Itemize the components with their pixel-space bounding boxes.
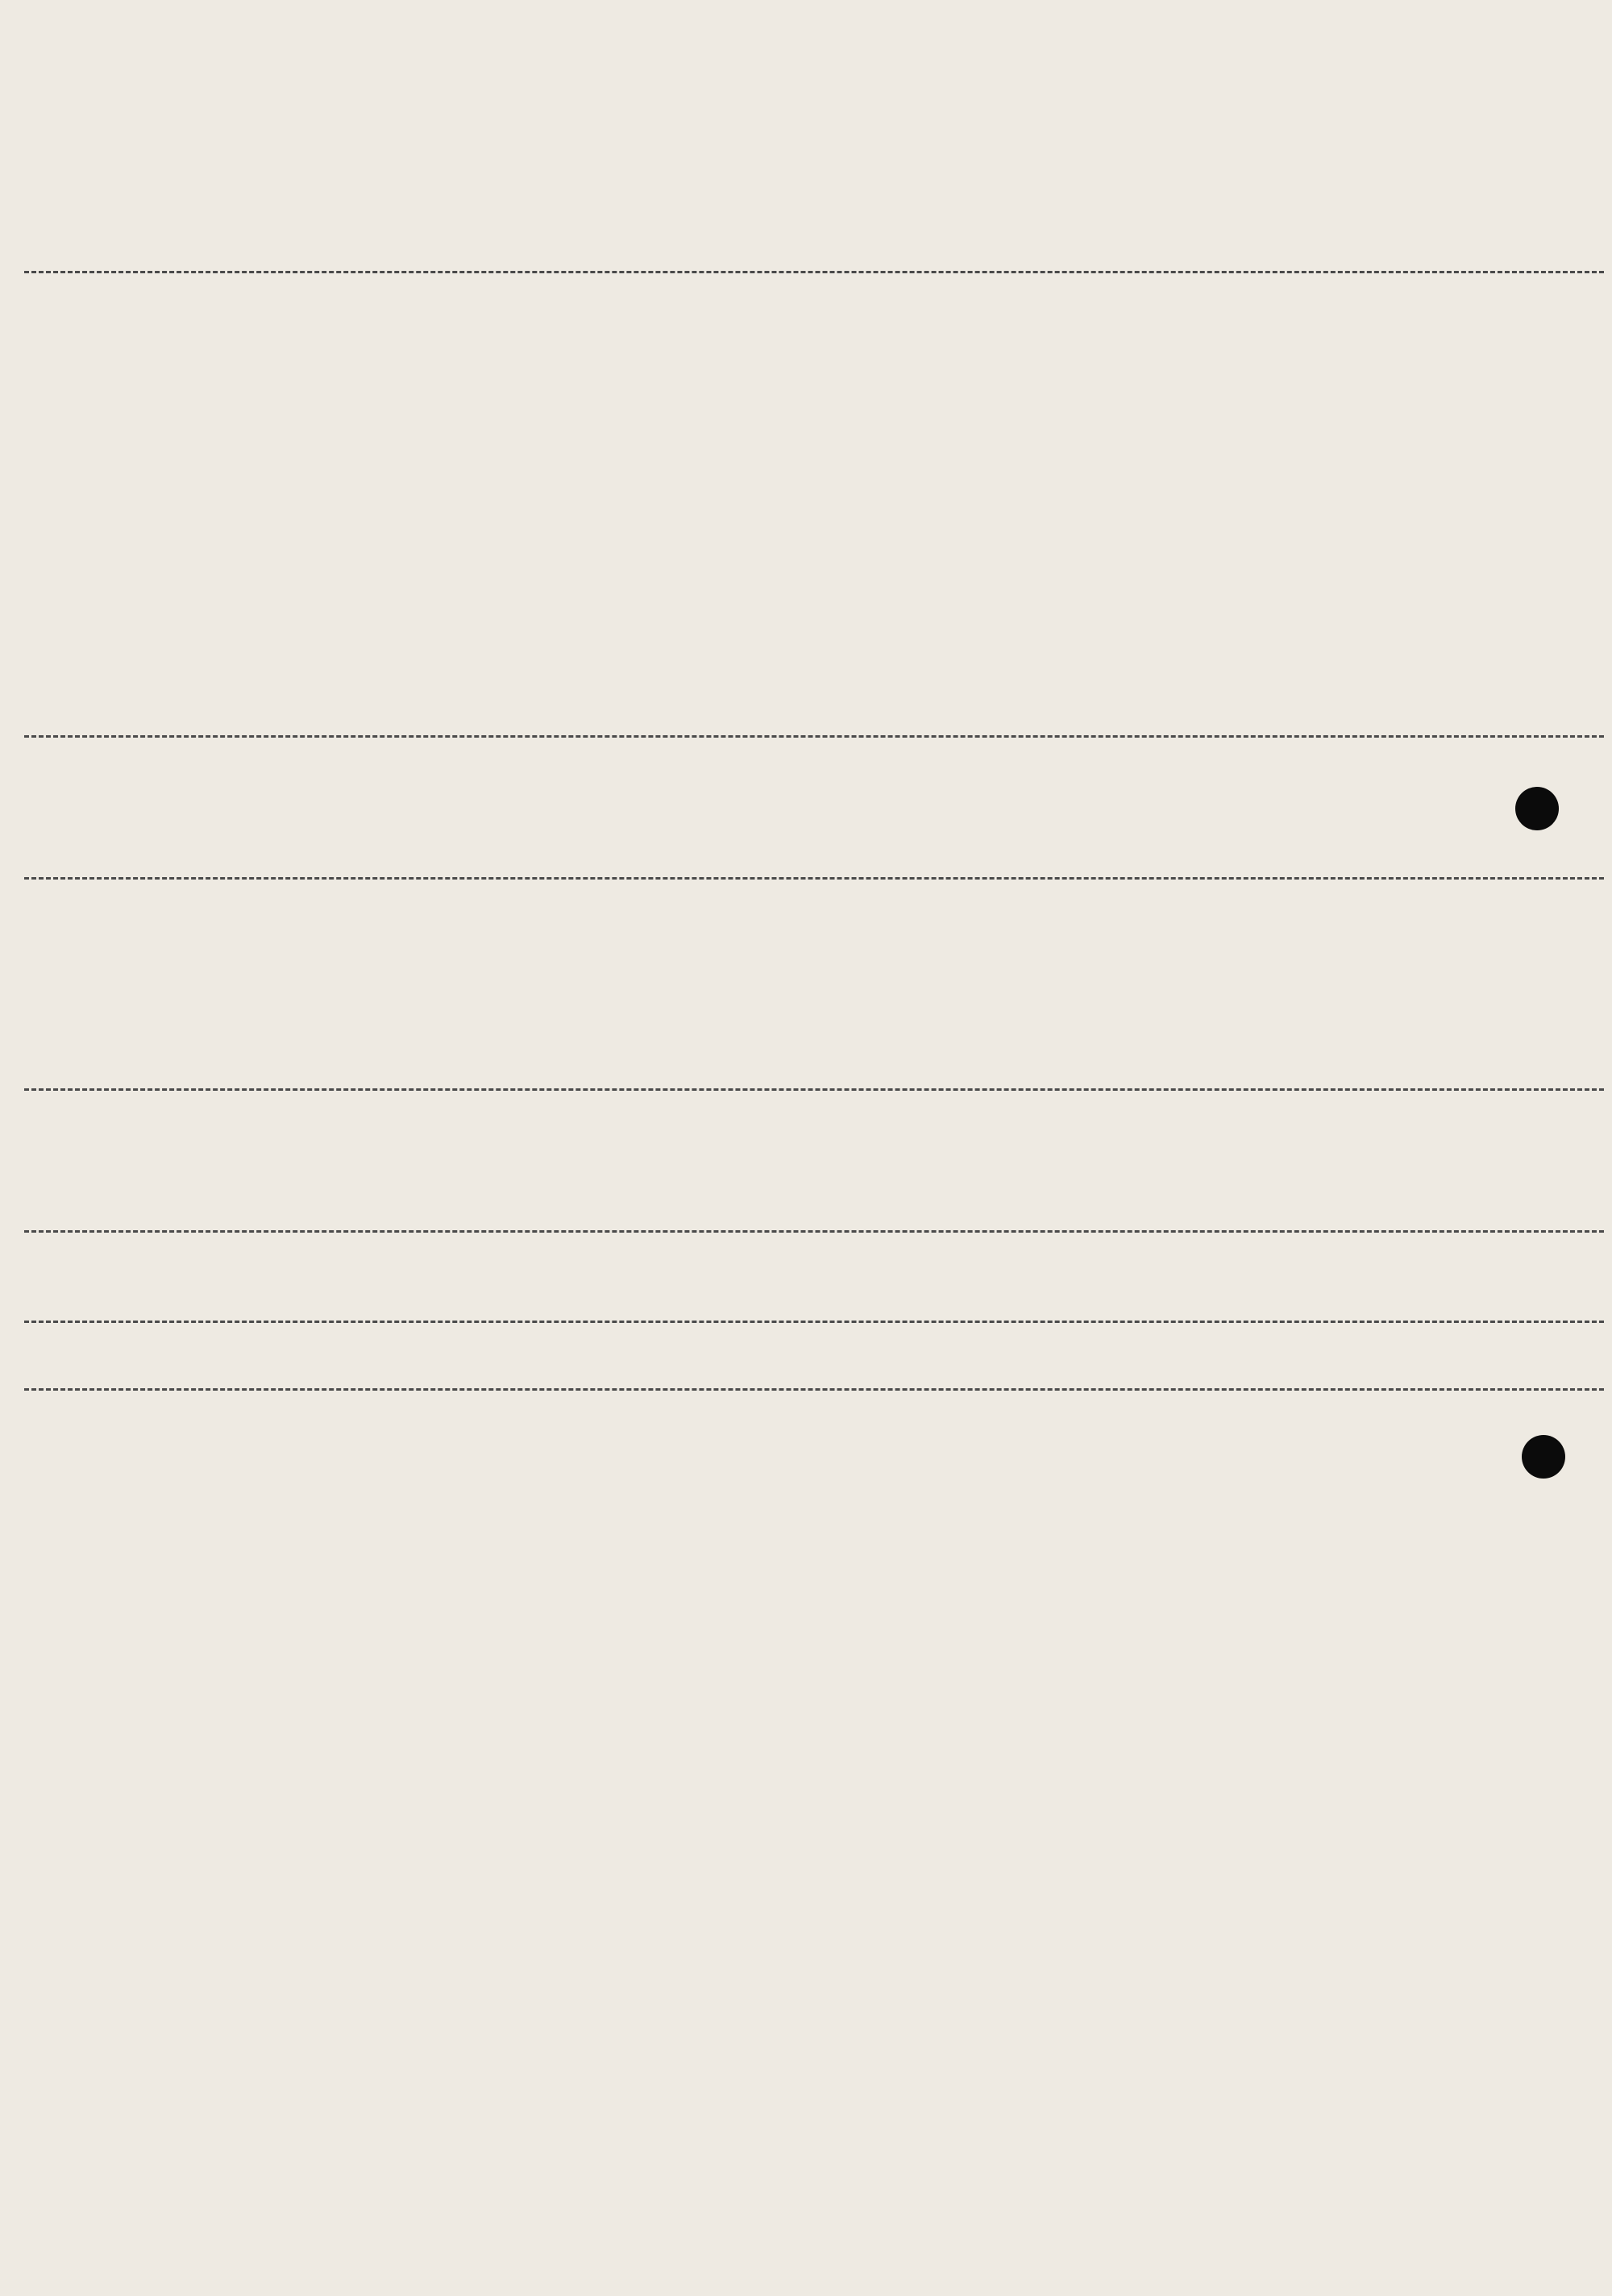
divider xyxy=(24,1230,1604,1233)
divider xyxy=(24,1388,1604,1391)
punch-hole xyxy=(1522,1435,1565,1479)
divider xyxy=(24,1088,1604,1091)
divider xyxy=(24,735,1604,738)
punch-hole xyxy=(1515,787,1559,830)
divider xyxy=(24,1321,1604,1323)
divider xyxy=(24,877,1604,880)
divider xyxy=(24,271,1604,273)
aerological-diagram xyxy=(64,1443,1290,2185)
